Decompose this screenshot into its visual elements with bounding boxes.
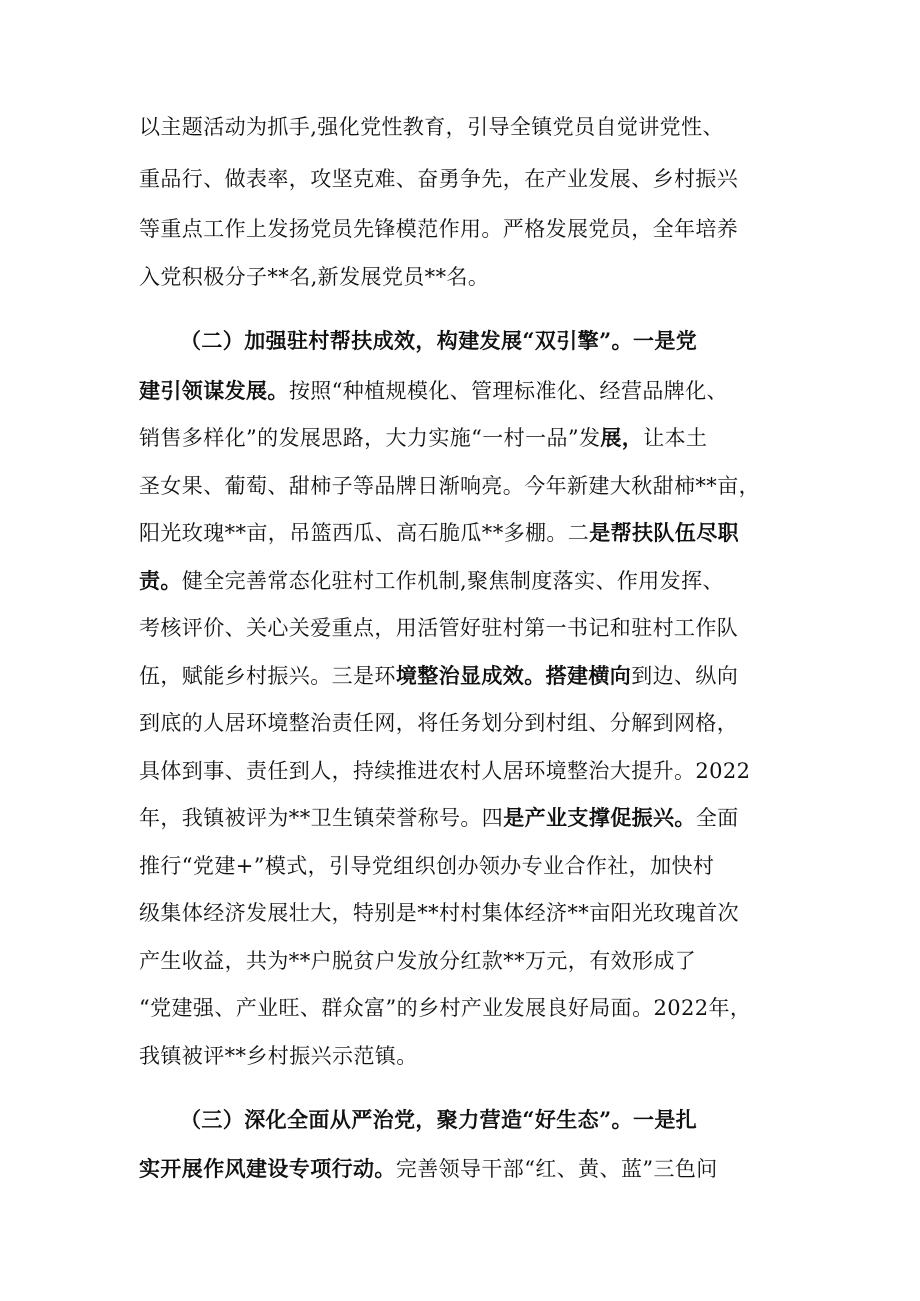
p1-line-1: 以主题活动为抓手,强化党性教育，引导全镇党员自觉讲党性、	[139, 115, 724, 139]
p1-line-2: 重品行、做表率，攻坚克难、奋勇争先，在产业发展、乡村振兴	[139, 167, 739, 191]
p2-line-9: 到底的人居环境整治责任网，将任务划分到村组、分解到网格，	[139, 711, 739, 735]
p2-line-16: 我镇被评**乡村振兴示范镇。	[139, 1044, 418, 1068]
p2-heading: （二）加强驻村帮扶成效，构建发展“双引擎”。一是党	[180, 328, 698, 353]
p2-line-5: 阳光玫瑰**亩，吊篮西瓜、高石脆瓜**多棚。二是帮扶队伍尽职	[139, 520, 740, 545]
p2-line-3: 销售多样化”的发展思路，大力实施“一村一品”发展，让本土	[139, 425, 708, 450]
p2-line-15: “党建强、产业旺、群众富”的乡村产业发展良好局面。2022年，	[139, 996, 752, 1020]
p3-line-2: 实开展作风建设专项行动。完善领导干部“红、黄、蓝”三色问	[139, 1156, 718, 1181]
p2-line-6: 责。健全完善常态化驻村工作机制,聚焦制度落实、作用发挥、	[139, 568, 724, 593]
p2-line-11: 年，我镇被评为**卫生镇荣誉称号。四是产业支撑促振兴。全面	[139, 805, 739, 830]
p1-line-3: 等重点工作上发扬党员先锋模范作用。严格发展党员，全年培养	[139, 217, 739, 241]
p3-heading: （三）深化全面从严治党，聚力营造“好生态”。一是扎	[180, 1107, 698, 1132]
p2-line-7: 考核评价、关心关爱重点，用活管好驻村第一书记和驻村工作队	[139, 616, 739, 640]
p2-line-4: 圣女果、葡萄、甜柿子等品牌日渐响亮。今年新建大秋甜柿**亩，	[139, 474, 760, 498]
p2-line-13: 级集体经济发展壮大，特别是**村村集体经济**亩阳光玫瑰首次	[139, 901, 739, 925]
p2-line-10: 具体到事、责任到人，持续推进农村人居环境整治大提升。2022	[139, 759, 751, 783]
p1-line-4: 入党积极分子**名,新发展党员**名。	[139, 265, 490, 289]
p2-line-8: 伍，赋能乡村振兴。三是环境整治显成效。搭建横向到边、纵向	[139, 663, 739, 688]
p2-line-12: 推行“党建+”模式，引导党组织创办领办专业合作社，加快村	[139, 854, 715, 878]
p2-line-2: 建引领谋发展。按照“种植规模化、管理标准化、经营品牌化、	[139, 378, 728, 403]
p2-line-14: 产生收益，共为**户脱贫户发放分红款**万元，有效形成了	[139, 949, 697, 973]
